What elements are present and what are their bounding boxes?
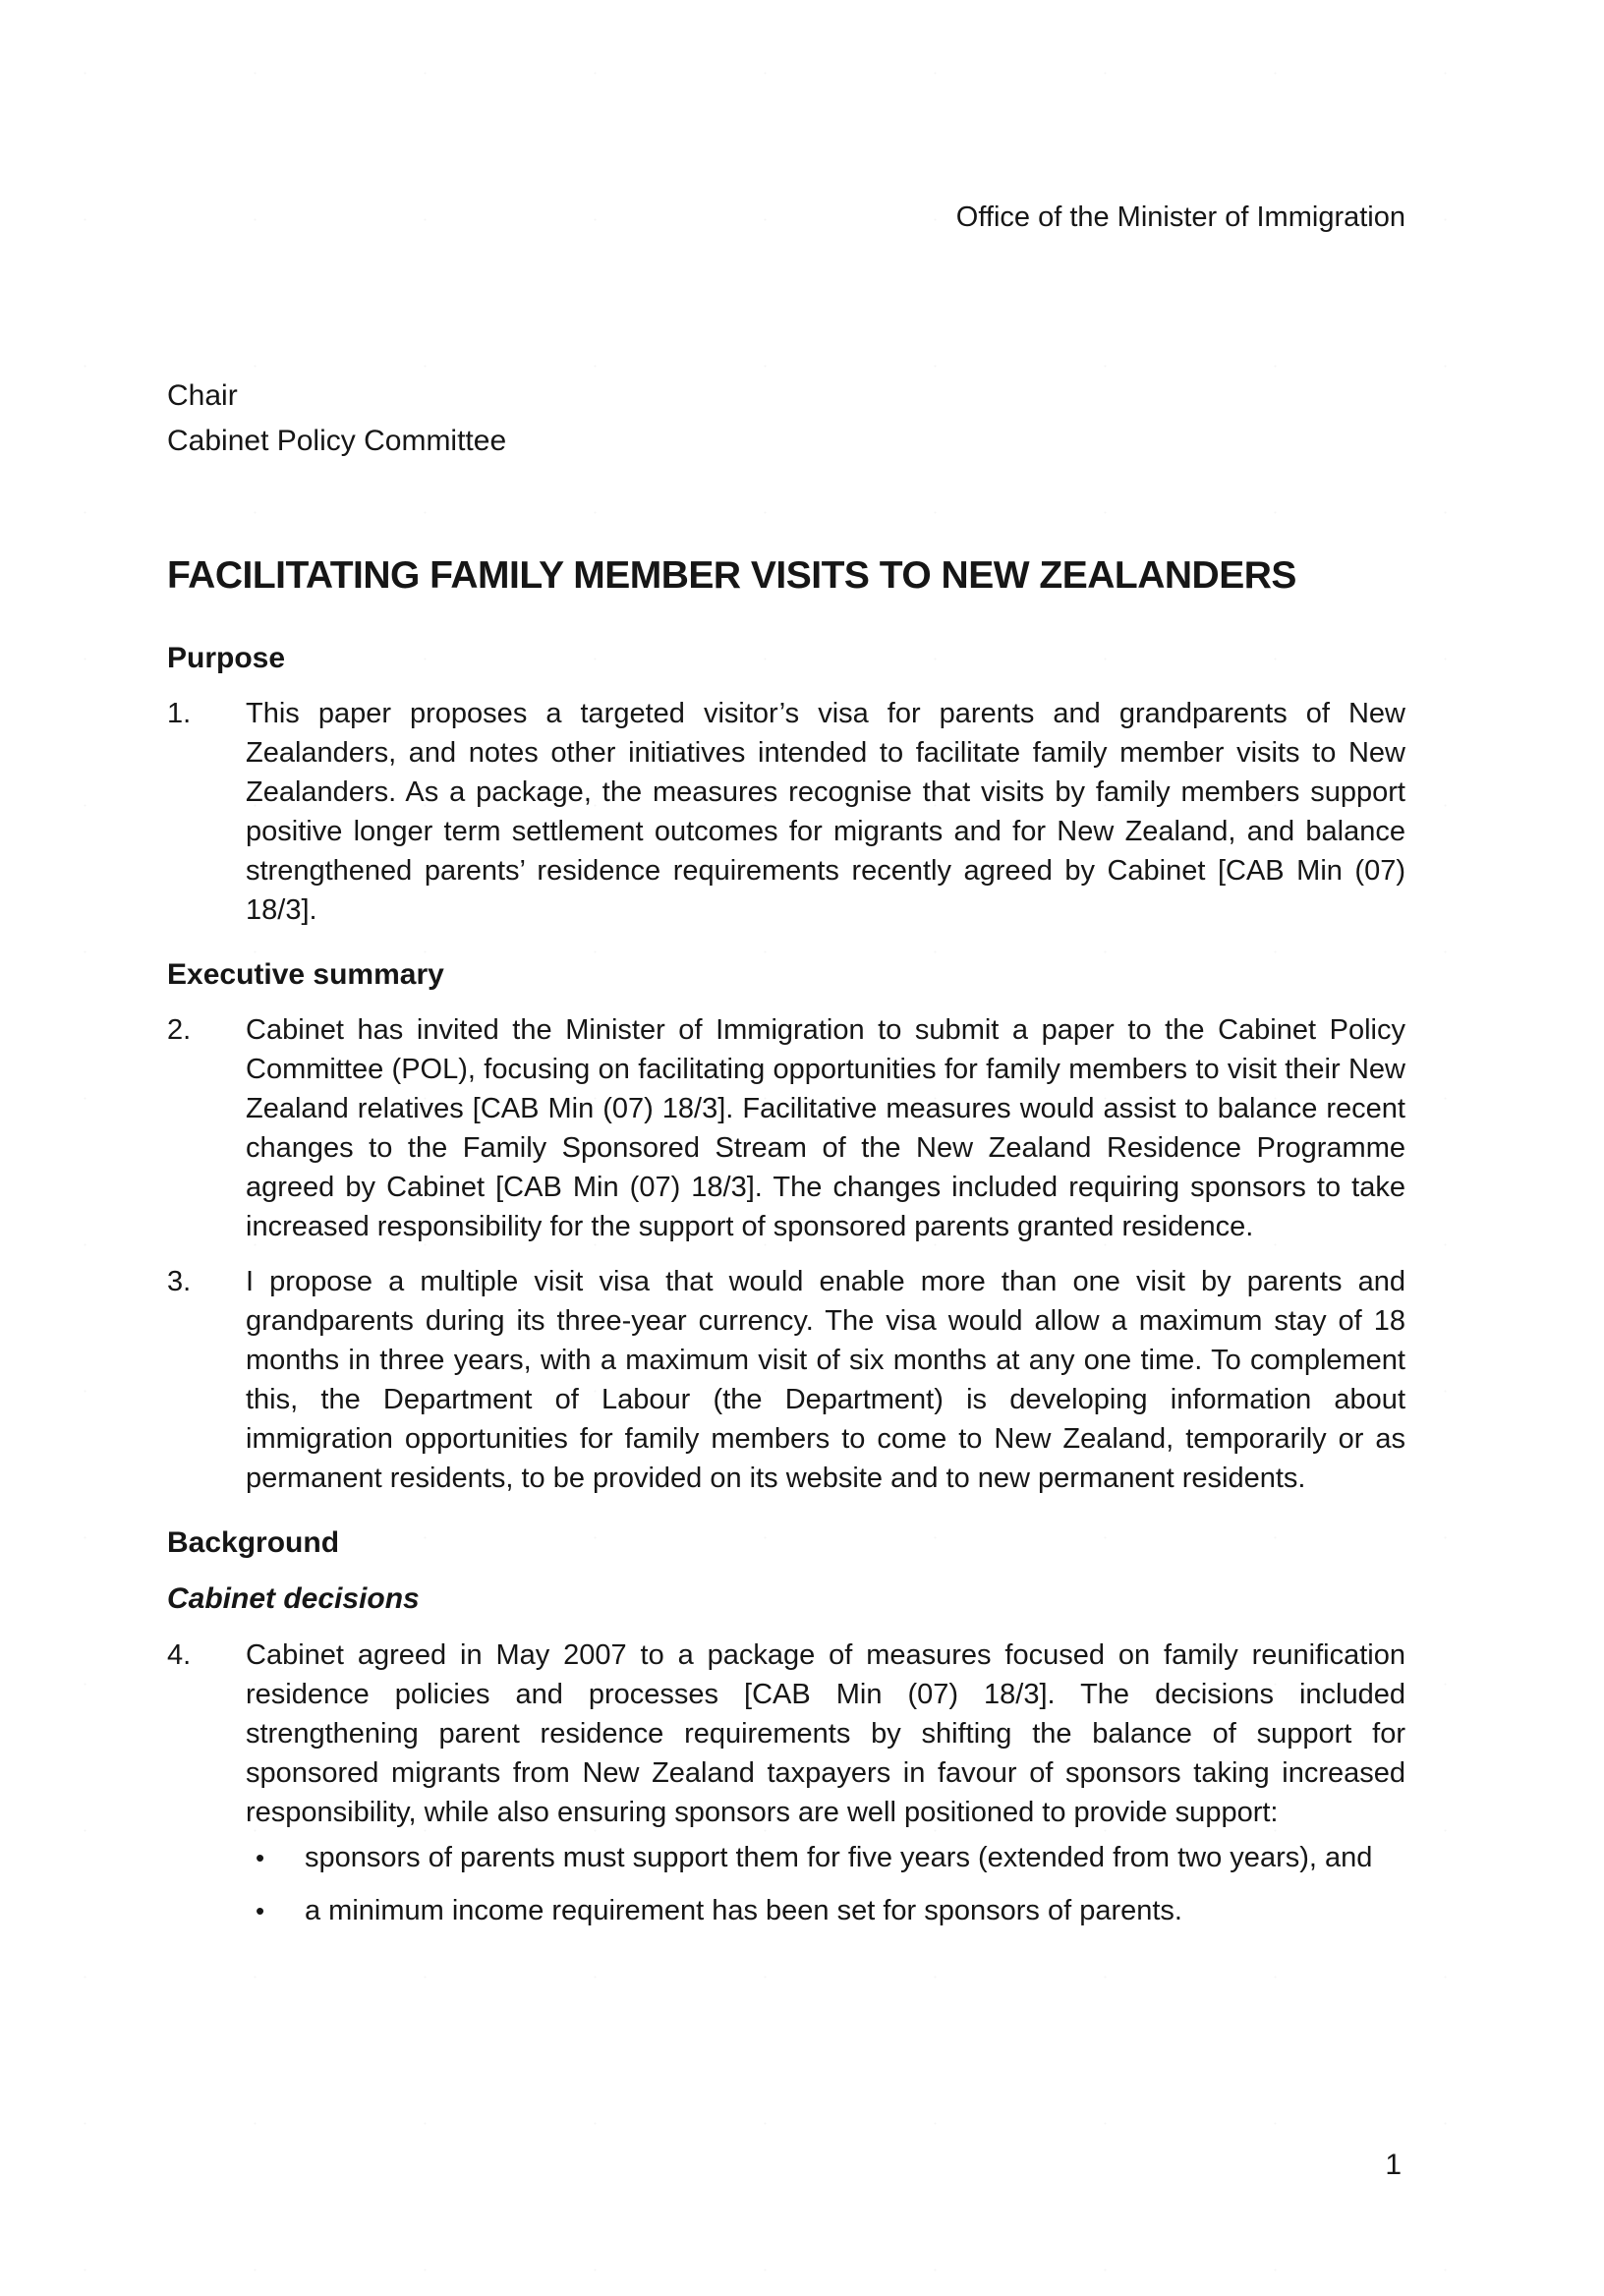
addressee-block bbox=[167, 373, 1405, 464]
subheading-cabinet-decisions: Cabinet decisions bbox=[167, 1582, 420, 1615]
paragraph-4-text: Cabinet agreed in May 2007 to a package of measures focused on family reunification residence policies and processes [CAB Min (07) 18/3]. The decisions included strengthening parent residence requirements by shifting the balance of support for sponsored migrants from New Zealand taxpayers in favour of sponsors taking increased responsibility, while also ensuring sponsors are well positioned to provide support: bbox=[246, 1639, 1405, 1828]
header-office-text: Office of the Minister of Immigration bbox=[955, 201, 1405, 233]
paragraph-1 bbox=[167, 694, 1405, 930]
document-title: FACILITATING FAMILY MEMBER VISITS TO NEW ZEALANDERS bbox=[167, 554, 1296, 597]
heading-background: Background bbox=[167, 1526, 340, 1559]
paragraph-3-number: 3. bbox=[167, 1266, 192, 1297]
bullet-item-minimum-income bbox=[256, 1891, 1405, 1930]
paragraph-1-number: 1. bbox=[167, 698, 192, 729]
bullet-icon: • bbox=[256, 1843, 265, 1872]
bullet-text-minimum-income: a minimum income requirement has been set for sponsors of parents. bbox=[305, 1895, 1182, 1926]
addressee-chair: Chair bbox=[167, 379, 238, 412]
heading-executive-summary: Executive summary bbox=[167, 958, 444, 991]
paragraph-4 bbox=[167, 1636, 1405, 1832]
paragraph-1-text: This paper proposes a targeted visitor’s visa for parents and grandparents of New Zealanders, and notes other initiatives intended to facilitate family member visits to New Zealanders. As a package, the measures recognise that visits by family members support positive longer term settlement outcomes for migrants and for New Zealand, and balance strengthened parents’ residence requirements recently agreed by Cabinet [CAB Min (07) 18/3]. bbox=[246, 698, 1405, 926]
paragraph-2 bbox=[167, 1010, 1405, 1246]
bullet-text-sponsor-support: sponsors of parents must support them for five years (extended from two years), and bbox=[305, 1842, 1373, 1873]
document-header bbox=[167, 199, 1405, 236]
heading-purpose: Purpose bbox=[167, 642, 286, 674]
paragraph-3 bbox=[167, 1262, 1405, 1498]
paragraph-4-number: 4. bbox=[167, 1639, 192, 1671]
bullet-icon: • bbox=[256, 1896, 265, 1925]
paragraph-3-text: I propose a multiple visit visa that would enable more than one visit by parents and grandparents during its three-year currency. The visa would allow a maximum stay of 18 months in three years, with a maximum visit of six months at any one time. To complement this, the Department of Labour (the Department) is developing information about immigration opportunities for family members to come to New Zealand, temporarily or as permanent residents, to be provided on its website and to new permanent residents. bbox=[246, 1266, 1405, 1494]
bullet-item-sponsor-support bbox=[256, 1838, 1405, 1877]
paragraph-2-number: 2. bbox=[167, 1014, 192, 1046]
paragraph-2-text: Cabinet has invited the Minister of Immigration to submit a paper to the Cabinet Policy Committee (POL), focusing on facilitating opportunities for family members to visit their New Zealand relatives [CAB Min (07) 18/3]. Facilitative measures would assist to balance recent changes to the Family Sponsored Stream of the New Zealand Residence Programme agreed by Cabinet [CAB Min (07) 18/3]. The changes included requiring sponsors to take increased responsibility for the support of sponsored parents granted residence. bbox=[246, 1014, 1405, 1242]
page-number: 1 bbox=[1385, 2149, 1402, 2181]
addressee-committee: Cabinet Policy Committee bbox=[167, 425, 507, 457]
